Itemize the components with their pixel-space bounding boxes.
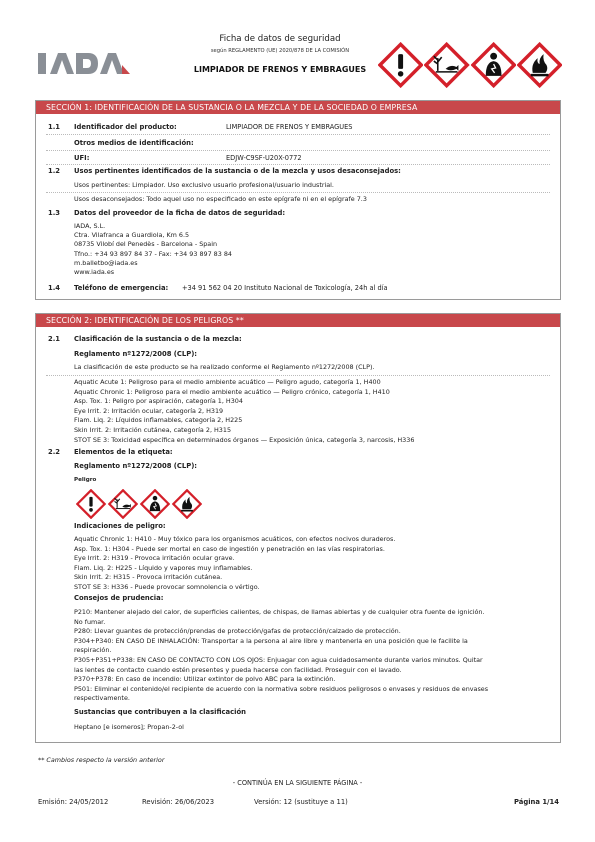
issue-date: Emisión: 24/05/2012 bbox=[38, 798, 109, 806]
regulation-note: según REGLAMENTO (UE) 2020/878 DE LA COMISIÓN bbox=[210, 48, 350, 54]
hazard-statements-heading: Indicaciones de peligro: bbox=[74, 522, 166, 530]
contributing-substances: Heptano [e isomeros]; Propan-2-ol bbox=[74, 723, 184, 731]
section-2-title: SECCIÓN 2: IDENTIFICACIÓN DE LOS PELIGROS ** bbox=[36, 314, 560, 327]
section-2: SECCIÓN 2: IDENTIFICACIÓN DE LOS PELIGROS ** 2.1 Clasificación de la sustancia o de la mezcla: Reglamento nº1272/2008 (CLP): La clasificación de este producto se ha realizado conforme el Reglamento nº1272/2008 (CLP). Aquatic Acute 1: Peligroso para el medio ambiente acuático — Peligro agudo, categoría 1, H400 Aquatic Chronic 1: Peligroso para el medio ambiente acuático — Peligro crónico, categoría 1, H410 Asp. Tox. 1: Peligro por aspiración, categoría 1, H304 Eye Irrit. 2: Irritación ocular, categoría 2, H319 Flam. Liq. 2: Líquidos inflamables, categoría 2, H225 Skin Irrit. 2: Irritación cutánea, categoría 2, H315 STOT SE 3: Toxicidad específica en determinados órganos — Exposición única, categoría 3, narcosis, H336 2.2 Elementos de la etiqueta: Reglamento nº1272/2008 (CLP): Peligro Indicaciones de peligro: Aquatic Chronic 1: H410 - Muy tóxico para los organismos acuáticos, con efectos nocivos duraderos. Asp. Tox. 1: H304 - Puede ser mortal en caso de ingestión y penetración en las vías respiratorias. Eye Irrit. 2: H319 - Provoca irritación ocular grave. Flam. Liq. 2: H225 - Líquido y vapores muy inflamables. Skin Irrit. 2: H315 - Provoca irritación cutánea. STOT SE 3: H336 - Puede provocar somnolencia o vértigo. Consejos de prudencia: P210: Mantener alejado del calor, de superficies calientes, de chispas, de llamas abiertas y de cualquier otra fuente de ignición. No fumar. P280: Llevar guantes de protección/prendas de protección/gafas de protección/calzado de protección. P304+P340: EN CASO DE INHALACIÓN: Transportar a la persona al aire libre y mantenerla en una posición que le facilite la respiración. P305+P351+P338: EN CASO DE CONTACTO CON LOS OJOS: Enjuagar con agua cuidadosamente durante varios minutos. Quitar las lentes de contacto cuando estén presentes y pueda hacerse con facilidad. Proseguir con el lavado. P370+P378: En caso de incendio: Utilizar extintor de polvo ABC para la extinción. P501: Eliminar el contenido/el recipiente de acuerdo con la normativa sobre residuos peligrosos o envases y residuos de envases respectivamente. Sustancias que contribuyen a la clasificación Heptano [e isomeros]; Propan-2-ol bbox=[35, 313, 561, 743]
classification-list: Aquatic Acute 1: Peligroso para el medio ambiente acuático — Peligro agudo, categoría 1, H400 Aquatic Chronic 1: Peligroso para el medio ambiente acuático — Peligro crónico, categoría 1, H410 Asp. Tox. 1: Peligro por aspiración, categoría 1, H304 Eye Irrit. 2: Irritación ocular, categoría 2, H319 Flam. Liq. 2: Líquidos inflamables, categoría 2, H225 Skin Irrit. 2: Irritación cutánea, categoría 2, H315 STOT SE 3: Toxicidad específica en determinados órganos — Exposición única, categoría 3, narcosis, H336 bbox=[74, 378, 415, 444]
health-hazard-icon bbox=[471, 42, 516, 88]
exclamation-icon bbox=[378, 42, 423, 88]
clp-regulation-label-2: Reglamento nº1272/2008 (CLP): bbox=[74, 462, 198, 470]
classification-label: Clasificación de la sustancia o de la mezcla: bbox=[74, 335, 242, 343]
hazard-statements: Aquatic Chronic 1: H410 - Muy tóxico para los organismos acuáticos, con efectos nocivos duraderos. Asp. Tox. 1: H304 - Puede ser mortal en caso de ingestión y penetración en las vías respiratorias. Eye Irrit. 2: H319 - Provoca irritación ocular grave. Flam. Liq. 2: H225 - Líquido y vapores muy inflamables. Skin Irrit. 2: H315 - Provoca irritación cutánea. STOT SE 3: H336 - Puede provocar somnolencia o vértigo. bbox=[74, 535, 396, 591]
emergency-phone-value: +34 91 562 04 20 Instituto Nacional de Toxicología, 24h al día bbox=[182, 284, 388, 292]
supplier-details: IADA, S.L. Ctra. Vilafranca a Guardiola, Km 6.5 08735 Vilobí del Penedès - Barcelona - Spain Tfno.: +34 93 897 84 37 - Fax: +34 93 897 83 84 m.balletbo@iada.es www.iada.es bbox=[74, 222, 232, 277]
header-pictograms bbox=[378, 42, 562, 88]
document-title: Ficha de datos de seguridad bbox=[219, 34, 341, 44]
other-means-label: Otros medios de identificación: bbox=[74, 139, 194, 147]
company-logo bbox=[38, 50, 130, 76]
environment-icon bbox=[424, 42, 469, 88]
contributing-substances-heading: Sustancias que contribuyen a la clasificación bbox=[74, 708, 246, 716]
version: Versión: 12 (sustituye a 11) bbox=[254, 798, 348, 806]
label-pictograms bbox=[76, 489, 202, 519]
uses-not-recommended: Usos desaconsejados: Todo aquel uso no especificado en este epígrafe ni en el epígrafe 7.3 bbox=[74, 195, 367, 203]
supplier-label: Datos del proveedor de la ficha de datos de seguridad: bbox=[74, 209, 286, 217]
precautionary-heading: Consejos de prudencia: bbox=[74, 594, 164, 602]
signal-word: Peligro bbox=[74, 477, 97, 483]
clp-regulation-label: Reglamento nº1272/2008 (CLP): bbox=[74, 350, 198, 358]
label-elements-label: Elementos de la etiqueta: bbox=[74, 448, 173, 456]
health-hazard-icon bbox=[140, 489, 170, 519]
section-1-title: SECCIÓN 1: IDENTIFICACIÓN DE LA SUSTANCIA O LA MEZCLA Y DE LA SOCIEDAD O EMPRESA bbox=[36, 101, 560, 114]
product-identifier-value: LIMPIADOR DE FRENOS Y EMBRAGUES bbox=[226, 123, 353, 131]
continue-note: - CONTINÚA EN LA SIGUIENTE PÁGINA - bbox=[232, 779, 363, 787]
environment-icon bbox=[108, 489, 138, 519]
uses-label: Usos pertinentes identificados de la sustancia o de la mezcla y usos desaconsejados: bbox=[74, 167, 401, 175]
page-number: Página 1/14 bbox=[513, 798, 559, 806]
flame-icon bbox=[517, 42, 562, 88]
flame-icon bbox=[172, 489, 202, 519]
exclamation-icon bbox=[76, 489, 106, 519]
uses-relevant: Usos pertinentes: Limpiador. Uso exclusivo usuario profesional/usuario industrial. bbox=[74, 181, 334, 189]
section-1: SECCIÓN 1: IDENTIFICACIÓN DE LA SUSTANCIA O LA MEZCLA Y DE LA SOCIEDAD O EMPRESA 1.1 Identificador del producto: LIMPIADOR DE FRENOS Y EMBRAGUES Otros medios de identificación: UFI: EDJW-C9SF-U20X-0772 1.2 Usos pertinentes identificados de la sustancia o de la mezcla y usos desaconsejados: Usos pertinentes: Limpiador. Uso exclusivo usuario profesional/usuario industrial. Usos desaconsejados: Todo aquel uso no especificado en este epígrafe ni en el epígrafe 7.3 1.3 Datos del proveedor de la ficha de datos de seguridad: IADA, S.L. Ctra. Vilafranca a Guardiola, Km 6.5 08735 Vilobí del Penedès - Barcelona - Spain Tfno.: +34 93 897 84 37 - Fax: +34 93 897 83 84 m.balletbo@iada.es www.iada.es 1.4 Teléfono de emergencia: +34 91 562 04 20 Instituto Nacional de Toxicología, 24h al día bbox=[35, 100, 561, 300]
product-name: LIMPIADOR DE FRENOS Y EMBRAGUES bbox=[193, 65, 367, 74]
ufi-value: EDJW-C9SF-U20X-0772 bbox=[226, 154, 302, 162]
classification-intro: La clasificación de este producto se ha realizado conforme el Reglamento nº1272/2008 (CLP). bbox=[74, 363, 375, 371]
changes-footnote: ** Cambios respecto la versión anterior bbox=[38, 756, 165, 764]
precautionary-statements: P210: Mantener alejado del calor, de superficies calientes, de chispas, de llamas abiertas y de cualquier otra fuente de ignición. No fumar. P280: Llevar guantes de protección/prendas de protección/gafas de protección/calzado de protección. P304+P340: EN CASO DE INHALACIÓN: Transportar a la persona al aire libre y mantenerla en una posición que le facilite la respiración. P305+P351+P338: EN CASO DE CONTACTO CON LOS OJOS: Enjuagar con agua cuidadosamente durante varios minutos. Quitar las lentes de contacto cuando estén presentes y pueda hacerse con facilidad. Proseguir con el lavado. P370+P378: En caso de incendio: Utilizar extintor de polvo ABC para la extinción. P501: Eliminar el contenido/el recipiente de acuerdo con la normativa sobre residuos peligrosos o envases y residuos de envases respectivamente. bbox=[74, 608, 489, 703]
revision-date: Revisión: 26/06/2023 bbox=[142, 798, 215, 806]
